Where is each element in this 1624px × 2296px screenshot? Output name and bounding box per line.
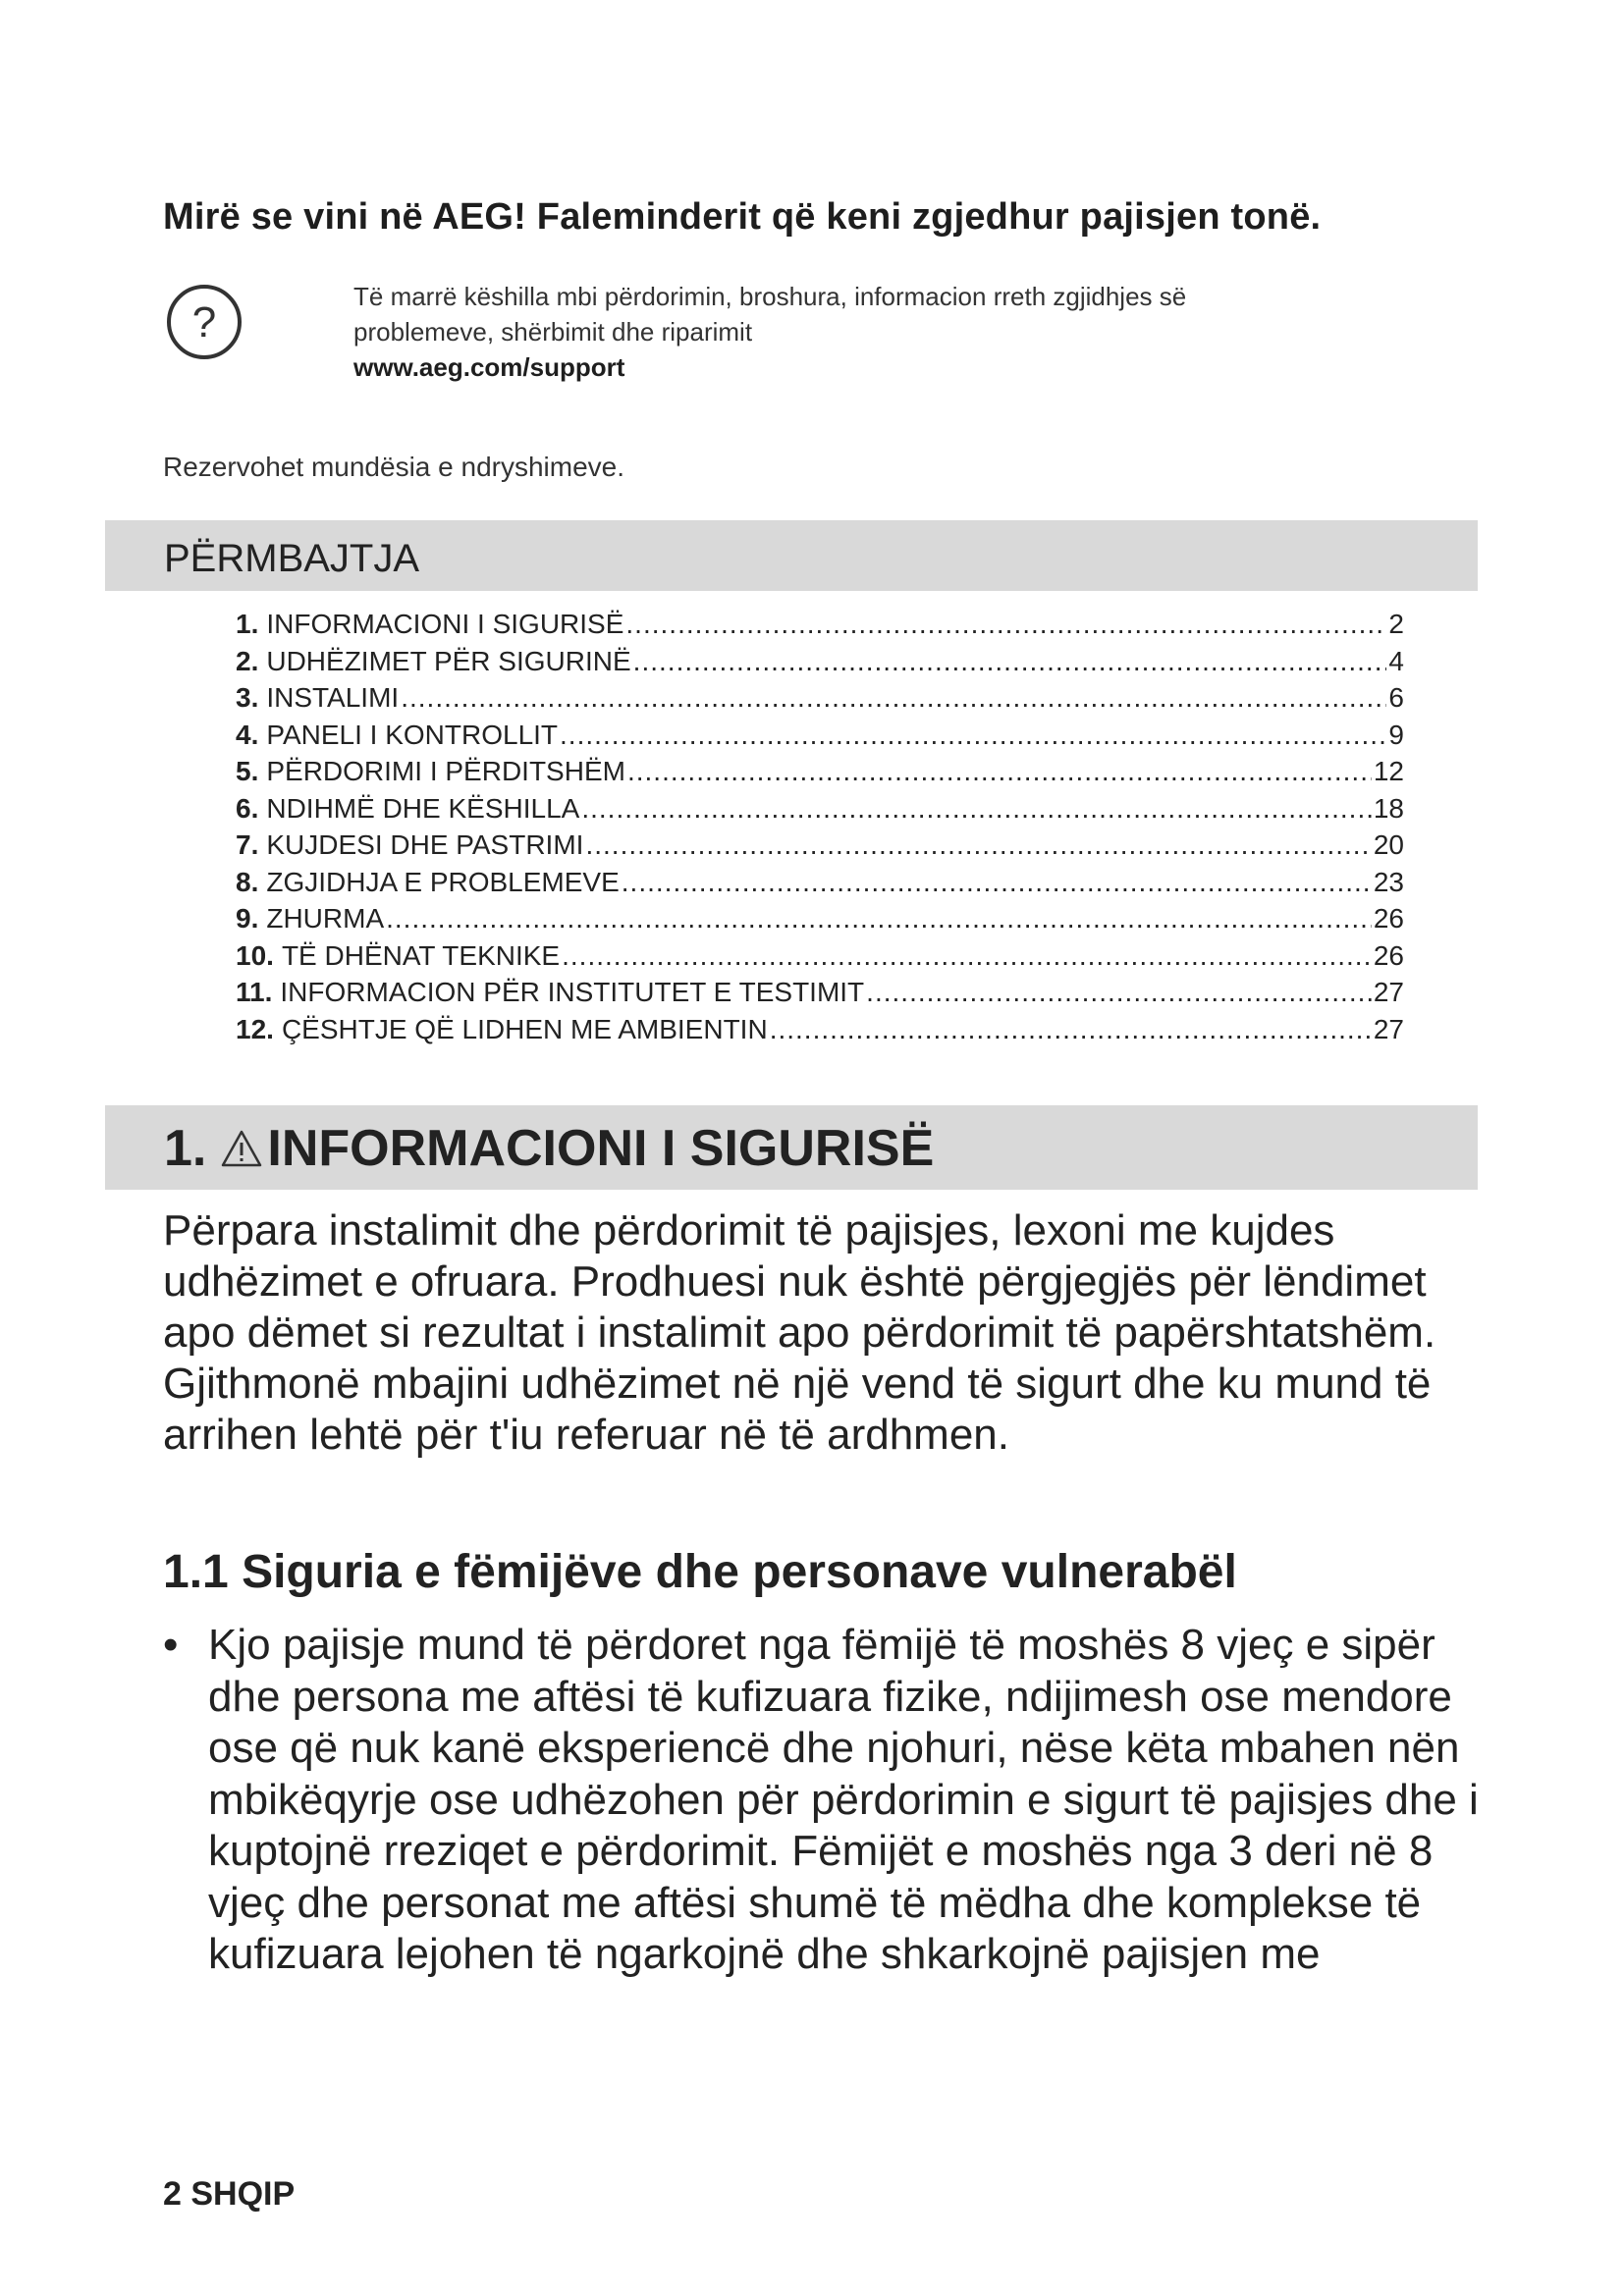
- toc-leader: [770, 1011, 1372, 1048]
- support-line-1: Të marrë këshilla mbi përdorimin, broshura, informacion rreth zgjidhjes së: [353, 282, 1187, 311]
- toc-entry[interactable]: [236, 790, 1404, 828]
- toc-page: 27: [1373, 1013, 1404, 1044]
- toc-label: TË DHËNAT TEKNIKE: [281, 939, 561, 971]
- toc-entry[interactable]: [236, 753, 1404, 790]
- toc-leader: [866, 974, 1372, 1011]
- toc-label: KUJDESI DHE PASTRIMI: [266, 829, 584, 860]
- toc-number: 7.: [236, 829, 259, 860]
- toc-entry[interactable]: [236, 679, 1404, 717]
- toc-page: 2: [1388, 609, 1404, 639]
- toc-number: 9.: [236, 903, 259, 934]
- toc-entry[interactable]: [236, 643, 1404, 680]
- toc-entry[interactable]: [236, 606, 1404, 643]
- toc-entry[interactable]: [236, 974, 1404, 1011]
- toc-page: 12: [1373, 756, 1404, 786]
- toc-leader: [562, 937, 1372, 975]
- toc-leader: [633, 643, 1387, 680]
- toc-page: 26: [1373, 903, 1404, 934]
- toc-page: 6: [1388, 682, 1404, 713]
- toc-number: 3.: [236, 682, 259, 713]
- support-info: [353, 279, 1434, 385]
- toc-number: 4.: [236, 719, 259, 750]
- toc-leader: [560, 717, 1386, 754]
- toc-number: 6.: [236, 792, 259, 824]
- toc-entry[interactable]: [236, 827, 1404, 864]
- toc-number: 10.: [236, 939, 274, 971]
- toc-entry[interactable]: [236, 900, 1404, 937]
- warning-triangle-icon: [220, 1129, 263, 1168]
- toc-leader: [627, 753, 1372, 790]
- toc-number: 5.: [236, 756, 259, 786]
- section-title-text: INFORMACIONI I SIGURISË: [267, 1120, 935, 1177]
- toc-label: INFORMACION PËR INSTITUTET E TESTIMIT: [280, 977, 865, 1007]
- toc-entry[interactable]: [236, 1011, 1404, 1048]
- toc-page: 23: [1373, 866, 1404, 897]
- toc-entry[interactable]: [236, 864, 1404, 901]
- support-link[interactable]: www.aeg.com/support: [353, 352, 625, 382]
- page-footer: 2 SHQIP: [163, 2175, 296, 2213]
- toc-page: 4: [1388, 645, 1404, 676]
- toc-entry[interactable]: [236, 937, 1404, 975]
- toc-leader: [625, 606, 1386, 643]
- toc-leader: [581, 790, 1372, 828]
- toc-number: 8.: [236, 866, 259, 897]
- toc-label: INFORMACIONI I SIGURISË: [266, 609, 624, 639]
- toc-number: 2.: [236, 645, 259, 676]
- support-line-2: problemeve, shërbimit dhe riparimit: [353, 317, 753, 347]
- toc-entry[interactable]: [236, 717, 1404, 754]
- toc-label: PËRDORIMI I PËRDITSHËM: [266, 756, 625, 786]
- toc-title: PËRMBAJTJA: [164, 537, 420, 580]
- toc-number: 11.: [236, 977, 273, 1007]
- toc-label: NDIHMË DHE KËSHILLA: [266, 792, 580, 824]
- bullet-item: [163, 1620, 1479, 1981]
- toc-leader: [386, 900, 1372, 937]
- toc-page: 9: [1388, 719, 1404, 750]
- toc-label: UDHËZIMET PËR SIGURINË: [266, 645, 631, 676]
- toc-page: 27: [1373, 977, 1404, 1007]
- toc-page: 18: [1373, 792, 1404, 824]
- toc-label: ZGJIDHJA E PROBLEMEVE: [266, 866, 620, 897]
- svg-text:?: ?: [191, 298, 217, 347]
- section-number: 1.: [164, 1120, 207, 1177]
- welcome-heading: Mirë se vini në AEG! Faleminderit që keni zgjedhur pajisjen tonë.: [163, 196, 1322, 238]
- toc-header-bar: [105, 520, 1478, 591]
- toc-list: [236, 606, 1404, 1047]
- bullet-text: Kjo pajisje mund të përdoret nga fëmijë të moshës 8 vjeç e sipër dhe persona me aftësi të kufizuara fizike, ndijimesh ose mendore ose që nuk kanë eksperiencë dhe njohuri, nëse këta mbahen nën mbikëqyrje ose udhëzohen për përdorimin e sigurt të pajisjes dhe i kuptojnë rreziqet e përdorimit. Fëmijët e moshës nga 3 deri në 8 vjeç dhe personat me aftësi shumë të mëdha dhe komplekse të kufizuara lejohen të ngarkojnë dhe shkarkojnë pajisjen me: [208, 1621, 1479, 1978]
- toc-page: 20: [1373, 829, 1404, 860]
- toc-label: ÇËSHTJE QË LIDHEN ME AMBIENTIN: [281, 1013, 768, 1044]
- question-circle-icon: [165, 283, 244, 361]
- intro-paragraph: Përpara instalimit dhe përdorimit të pajisjes, lexoni me kujdes udhëzimet e ofruara. Prodhuesi nuk është përgjegjës për lëndimet apo dëmet si rezultat i instalimit apo përdorimit të papërshtatshëm. Gjithmonë mbajini udhëzimet në një vend të sigurt dhe ku mund të arrihen lehtë për t'iu referuar në të ardhmen.: [163, 1206, 1436, 1459]
- reserve-notice: Rezervohet mundësia e ndryshimeve.: [163, 452, 625, 482]
- subsection-title: 1.1 Siguria e fëmijëve dhe personave vulnerabël: [163, 1546, 1237, 1598]
- toc-leader: [401, 679, 1386, 717]
- section-title: [164, 1119, 934, 1178]
- toc-page: 26: [1373, 939, 1404, 971]
- toc-label: PANELI I KONTROLLIT: [266, 719, 559, 750]
- toc-number: 12.: [236, 1013, 274, 1044]
- toc-label: ZHURMA: [266, 903, 385, 934]
- toc-number: 1.: [236, 609, 259, 639]
- bullet-marker: •: [163, 1621, 179, 1669]
- section-header-bar: [105, 1105, 1478, 1190]
- toc-leader: [585, 827, 1371, 864]
- toc-label: INSTALIMI: [266, 682, 400, 713]
- toc-leader: [622, 864, 1372, 901]
